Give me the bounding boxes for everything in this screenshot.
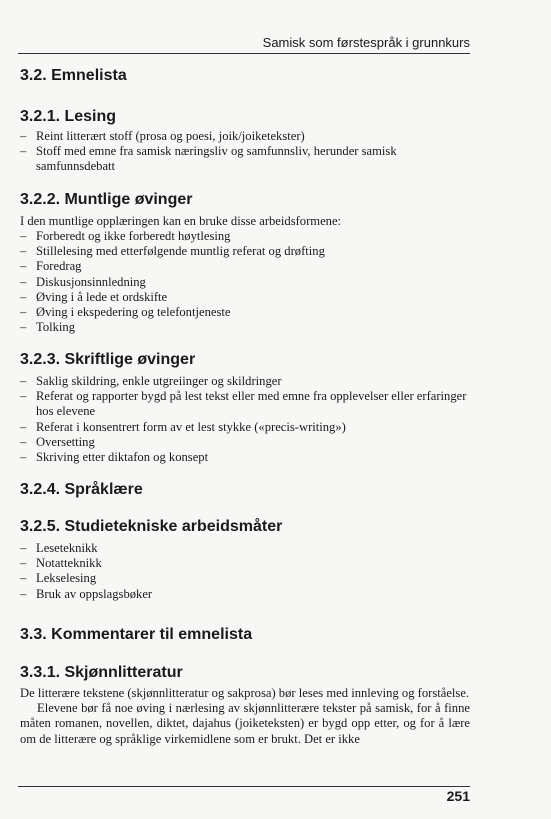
list-item: – Øving i å lede et ordskifte: [20, 290, 470, 305]
muntlige-list: [20, 229, 470, 335]
muntlige-intro: I den muntlige opplæringen kan en bruke disse arbeidsformene:: [20, 214, 342, 228]
list-item: – Øving i ekspedering og telefontjeneste: [20, 305, 470, 320]
list-item: – Foredrag: [20, 259, 470, 274]
paragraph: De litterære tekstene (skjønnlitteratur og sakprosa) bør leses med innleving og forståelse.: [20, 686, 470, 700]
page-number: 251: [446, 788, 470, 804]
heading-3-2: 3.2. Emnelista: [20, 67, 127, 84]
book-page: [18, 0, 470, 819]
list-item: – Bruk av oppslagsbøker: [20, 587, 470, 602]
list-item: – Diskusjonsinnledning: [20, 275, 470, 290]
skriftlige-list: [20, 374, 470, 465]
heading-3-2-3: 3.2.3. Skriftlige øvinger: [20, 351, 196, 368]
list-item: – Forberedt og ikke forberedt høytlesing: [20, 229, 470, 244]
list-item: – Reint litterært stoff (prosa og poesi, joik/joiketekster): [20, 129, 470, 144]
heading-3-3: 3.3. Kommentarer til emnelista: [20, 626, 253, 643]
heading-3-2-4: 3.2.4. Språklære: [20, 481, 143, 498]
running-head: Samisk som førstespråk i grunnkurs: [262, 35, 470, 50]
skjonnlitteratur-text: [20, 686, 470, 747]
list-item: – Oversetting: [20, 435, 470, 450]
list-item: – Stoff med emne fra samisk næringsliv og samfunnsliv, herunder samisk samfunnsdebatt: [20, 144, 470, 174]
heading-3-3-1: 3.3.1. Skjønnlitteratur: [20, 664, 183, 681]
list-item: – Referat i konsentrert form av et lest stykke («precis-writing»): [20, 420, 470, 435]
list-item: – Lekselesing: [20, 571, 470, 586]
heading-3-2-2: 3.2.2. Muntlige øvinger: [20, 191, 193, 208]
list-item: – Referat og rapporter bygd på lest tekst eller med emne fra opplevelser eller erfaringer hos elevene: [20, 389, 470, 419]
paragraph: Elevene bør få noe øving i nærlesing av skjønnlitterære tekster på samisk, for å finne måten romanen, novellen, diktet, dajahus (joiketeksten) er bygd opp etter, og for å lære om de litterære og språklige virkemidlene som er brukt. Det er ikke: [20, 701, 470, 746]
studietekniske-list: [20, 541, 470, 602]
header-rule: [18, 53, 470, 54]
heading-3-2-5: 3.2.5. Studietekniske arbeidsmåter: [20, 518, 283, 535]
list-item: – Notatteknikk: [20, 556, 470, 571]
list-item: – Stillelesing med etterfølgende muntlig referat og drøfting: [20, 244, 470, 259]
heading-3-2-1: 3.2.1. Lesing: [20, 108, 117, 125]
list-item: – Saklig skildring, enkle utgreiinger og skildringer: [20, 374, 470, 389]
list-item: – Tolking: [20, 320, 470, 335]
footer-rule: [18, 786, 470, 787]
list-item: – Skriving etter diktafon og konsept: [20, 450, 470, 465]
list-item: – Leseteknikk: [20, 541, 470, 556]
lesing-list: [20, 129, 470, 175]
